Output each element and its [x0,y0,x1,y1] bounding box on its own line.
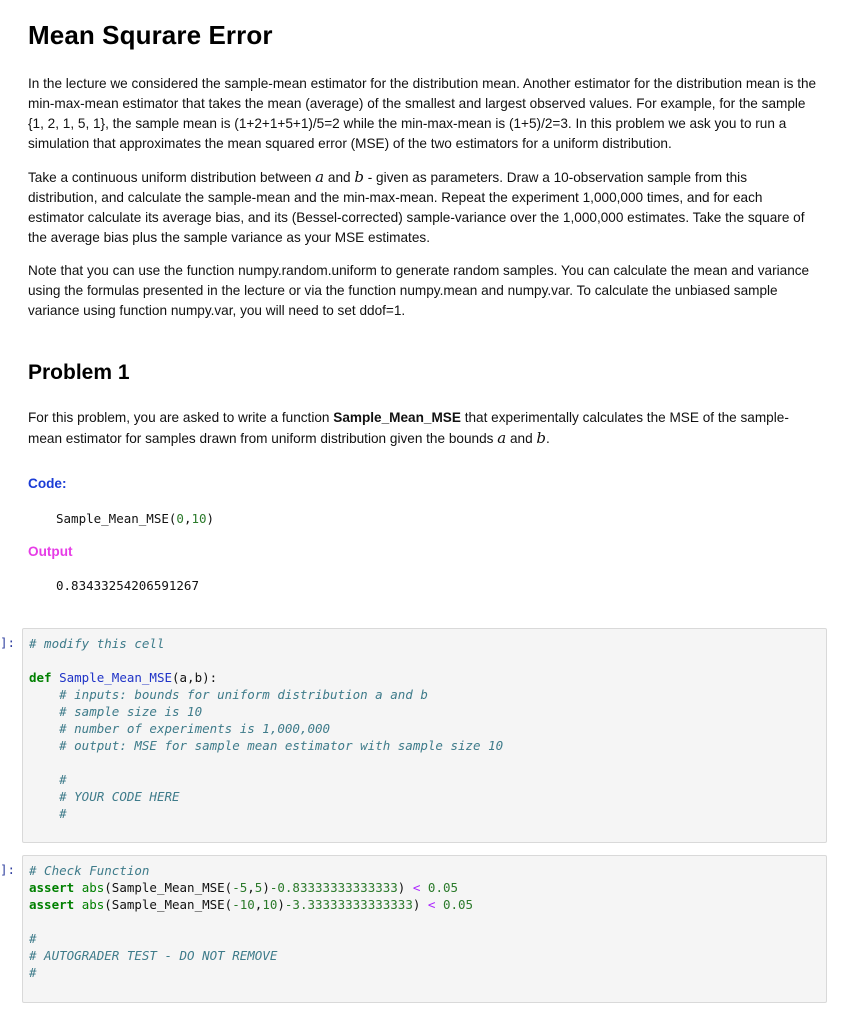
code-cell-2[interactable] [22,855,827,1003]
math-var-b: b [354,168,364,186]
page-title: Mean Squrare Error [28,20,273,50]
problem-1-heading: Problem 1 [28,361,130,384]
output-value: 0.83433254206591267 [56,578,199,593]
intro-paragraph-1: In the lecture we considered the sample-mean estimator for the distribution mean. Another estimator for the distribution mean is the min-max-mean estimator that takes the mean (average) of the smallest and largest observed values. For example, for the sample {1, 2, 1, 5, 1}, the sample mean is (1+2+1+5+1)/5=2 while the min-max-mean is (1+5)/2=3. In this problem we ask you to run a simulation that approximates the mean squared error (MSE) of the two estimators for a uniform distribution. [28,76,817,151]
intro-paragraph-3: Note that you can use the function numpy.random.uniform to generate random samples. You can calculate the mean and variance using the formulas presented in the lecture or via the function numpy.mean and numpy.var. To calculate the unbiased sample variance using function numpy.var, you will need to set ddof=1. [28,263,810,318]
code-cell-2-source[interactable]: # Check Function assert abs(Sample_Mean_MSE(-5,5)-0.83333333333333) < 0.05 assert abs(Sample_Mean_MSE(-10,10)-3.33333333333333) < 0.05 # # AUTOGRADER TEST - DO NOT REMOVE # [29,863,474,980]
code-cell-1-source[interactable]: # modify this cell def Sample_Mean_MSE(a,b): # inputs: bounds for uniform distribution a and b # sample size is 10 # number of experiments is 1,000,000 # output: MSE for sample mean estimator with sample size 10 # # YOUR CODE HERE # [29,636,504,821]
problem-1-description: For this problem, you are asked to write a function Sample_Mean_MSE that experimentally calculates the MSE of the sample-mean estimator for samples drawn from uniform distribution given the bounds a and b. [28,410,789,447]
code-example: Sample_Mean_MSE(0,10) [56,511,215,526]
code-label: Code: [28,476,67,491]
intro-paragraph-2: Take a continuous uniform distribution between a and b - given as parameters. Draw a 10-observation sample from this distribution, and calculate the sample-mean and the min-max-mean. Repeat the experiment 1,000,000 times, and for each estimator calculate its average bias, and its (Bessel-corrected) sample-variance over the 1,000,000 estimates. Take the square of the average bias plus the sample variance as your MSE estimates. [28,168,805,245]
function-name: Sample_Mean_MSE [333,410,461,425]
output-label: Output [28,544,73,559]
math-var-a: a [315,168,325,186]
cell-2-prompt: ]: [0,862,16,877]
code-cell-1[interactable] [22,628,827,843]
cell-1-prompt: ]: [0,635,16,650]
